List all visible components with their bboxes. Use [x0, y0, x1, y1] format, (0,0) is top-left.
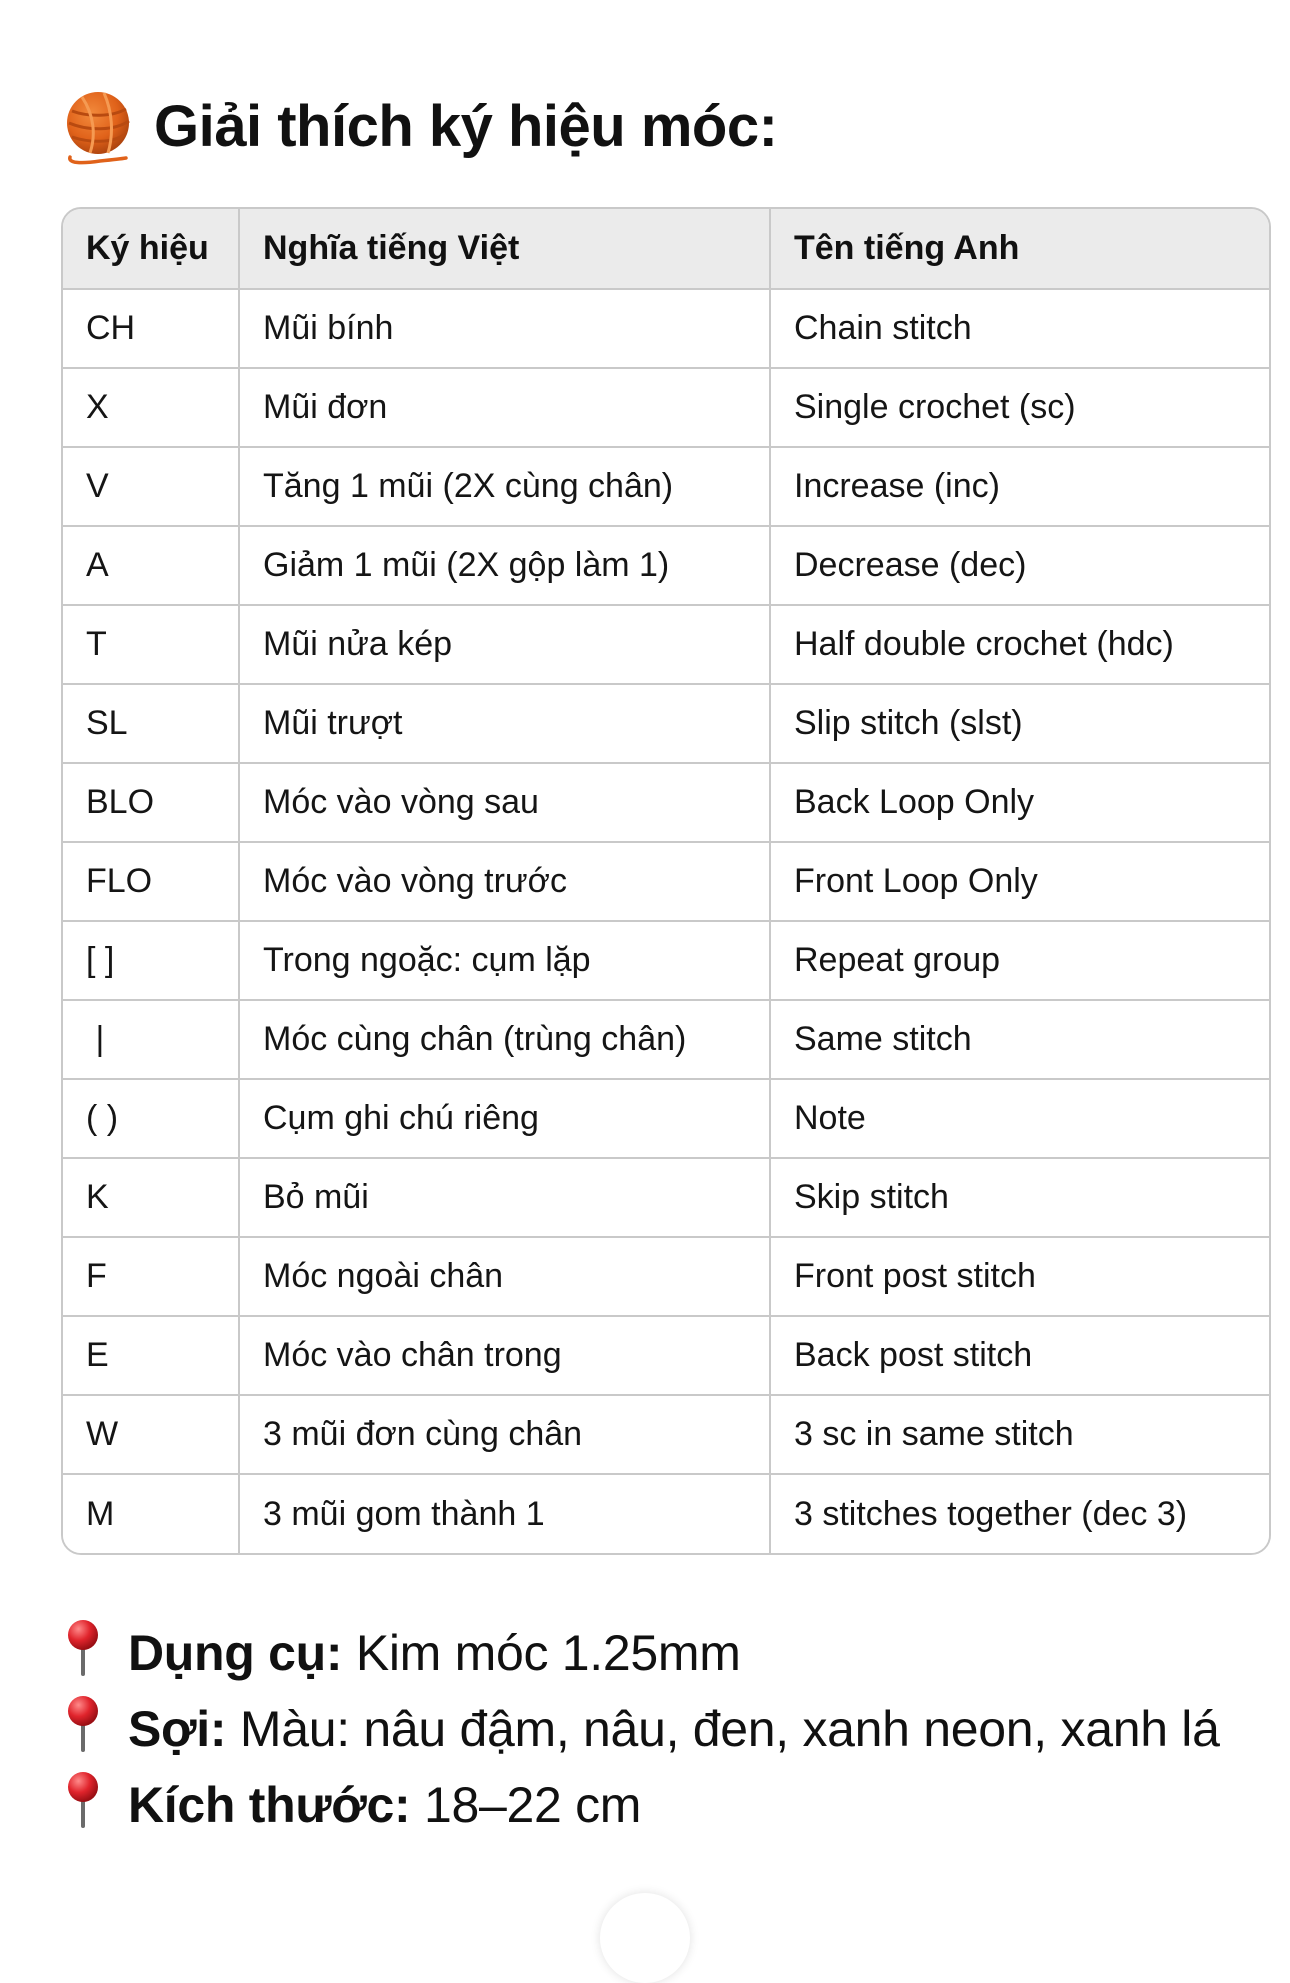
- cell-english: 3 sc in same stitch: [770, 1395, 1269, 1474]
- cell-symbol: V: [63, 447, 239, 526]
- table-row: [63, 289, 1269, 368]
- table-row: [63, 1237, 1269, 1316]
- cell-symbol: E: [63, 1316, 239, 1395]
- cell-symbol: F: [63, 1237, 239, 1316]
- cell-english: Note: [770, 1079, 1269, 1158]
- cell-symbol: BLO: [63, 763, 239, 842]
- pushpin-icon: [60, 1770, 106, 1830]
- page-title: Giải thích ký hiệu móc:: [154, 94, 778, 159]
- cell-symbol: A: [63, 526, 239, 605]
- table-row: [63, 1079, 1269, 1158]
- cell-english: Back Loop Only: [770, 763, 1269, 842]
- pattern-info-list: [60, 1615, 1260, 1843]
- cell-english: Repeat group: [770, 921, 1269, 1000]
- info-tool-value: Kim móc 1.25mm: [342, 1625, 741, 1681]
- cell-english: Back post stitch: [770, 1316, 1269, 1395]
- cell-symbol: T: [63, 605, 239, 684]
- table-row: [63, 763, 1269, 842]
- cell-symbol: SL: [63, 684, 239, 763]
- cell-vietnamese: Móc ngoài chân: [239, 1237, 770, 1316]
- cell-english: Same stitch: [770, 1000, 1269, 1079]
- cell-symbol: [ ]: [63, 921, 239, 1000]
- cell-vietnamese: 3 mũi đơn cùng chân: [239, 1395, 770, 1474]
- table-row: [63, 1395, 1269, 1474]
- cell-english: Slip stitch (slst): [770, 684, 1269, 763]
- cell-vietnamese: Mũi nửa kép: [239, 605, 770, 684]
- cell-english: Single crochet (sc): [770, 368, 1269, 447]
- info-yarn-label: Sợi:: [128, 1701, 227, 1757]
- info-tool-label: Dụng cụ:: [128, 1625, 343, 1681]
- cell-symbol: CH: [63, 289, 239, 368]
- cell-symbol: |: [63, 1000, 239, 1079]
- cell-vietnamese: Tăng 1 mũi (2X cùng chân): [239, 447, 770, 526]
- table-row: [63, 1316, 1269, 1395]
- info-yarn-value: Màu: nâu đậm, nâu, đen, xanh neon, xanh lá: [226, 1701, 1220, 1757]
- cell-vietnamese: Mũi đơn: [239, 368, 770, 447]
- info-yarn: [60, 1691, 1260, 1767]
- pushpin-icon: [60, 1694, 106, 1754]
- cell-english: Half double crochet (hdc): [770, 605, 1269, 684]
- cell-english: Skip stitch: [770, 1158, 1269, 1237]
- cell-vietnamese: Mũi bính: [239, 289, 770, 368]
- title-row: [60, 82, 777, 172]
- cell-english: Front post stitch: [770, 1237, 1269, 1316]
- cell-vietnamese: Móc vào vòng sau: [239, 763, 770, 842]
- table-row: [63, 526, 1269, 605]
- cell-vietnamese: 3 mũi gom thành 1: [239, 1474, 770, 1553]
- yarn-ball-icon: [60, 87, 132, 167]
- table-row: [63, 368, 1269, 447]
- stitch-symbol-table: [61, 207, 1271, 1555]
- column-header-symbol: Ký hiệu: [63, 209, 239, 289]
- cell-vietnamese: Móc vào chân trong: [239, 1316, 770, 1395]
- cell-symbol: ( ): [63, 1079, 239, 1158]
- scroll-down-button[interactable]: [600, 1893, 690, 1983]
- info-size: [60, 1767, 1260, 1843]
- cell-symbol: W: [63, 1395, 239, 1474]
- table-row: [63, 605, 1269, 684]
- info-tool: [60, 1615, 1260, 1691]
- cell-vietnamese: Móc cùng chân (trùng chân): [239, 1000, 770, 1079]
- cell-symbol: M: [63, 1474, 239, 1553]
- cell-english: 3 stitches together (dec 3): [770, 1474, 1269, 1553]
- table-row: [63, 1158, 1269, 1237]
- cell-english: Decrease (dec): [770, 526, 1269, 605]
- cell-symbol: X: [63, 368, 239, 447]
- cell-english: Chain stitch: [770, 289, 1269, 368]
- info-size-value: 18–22 cm: [410, 1777, 642, 1833]
- table-row: [63, 447, 1269, 526]
- cell-vietnamese: Cụm ghi chú riêng: [239, 1079, 770, 1158]
- cell-vietnamese: Bỏ mũi: [239, 1158, 770, 1237]
- pushpin-icon: [60, 1618, 106, 1678]
- column-header-english: Tên tiếng Anh: [770, 209, 1269, 289]
- cell-symbol: FLO: [63, 842, 239, 921]
- cell-vietnamese: Giảm 1 mũi (2X gộp làm 1): [239, 526, 770, 605]
- table-row: [63, 1474, 1269, 1553]
- table-row: [63, 842, 1269, 921]
- table-row: [63, 921, 1269, 1000]
- info-size-label: Kích thước:: [128, 1777, 411, 1833]
- cell-english: Front Loop Only: [770, 842, 1269, 921]
- cell-vietnamese: Trong ngoặc: cụm lặp: [239, 921, 770, 1000]
- column-header-vietnamese: Nghĩa tiếng Việt: [239, 209, 770, 289]
- cell-english: Increase (inc): [770, 447, 1269, 526]
- cell-symbol: K: [63, 1158, 239, 1237]
- table-row: [63, 684, 1269, 763]
- table-row: [63, 1000, 1269, 1079]
- cell-vietnamese: Móc vào vòng trước: [239, 842, 770, 921]
- cell-vietnamese: Mũi trượt: [239, 684, 770, 763]
- table-header-row: [63, 209, 1269, 289]
